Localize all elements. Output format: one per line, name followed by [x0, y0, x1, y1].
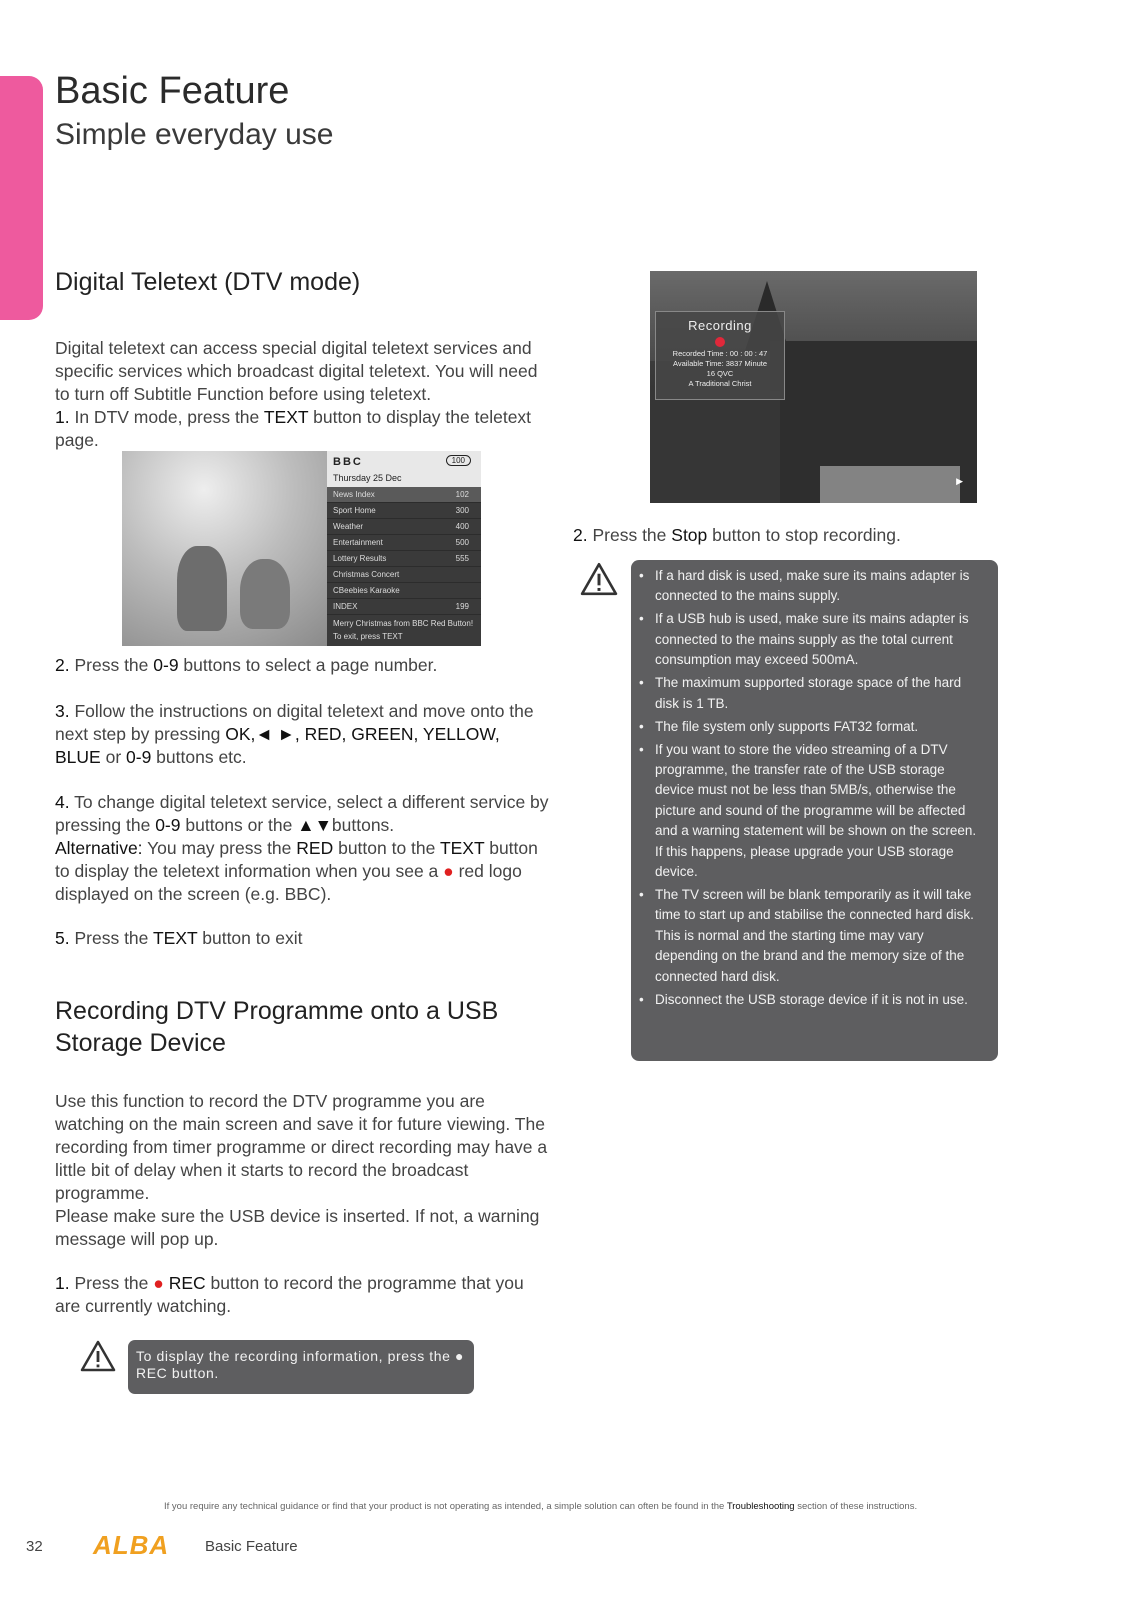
teletext-step-5: 5. Press the TEXT button to exit	[55, 928, 303, 948]
usb-note: • Disconnect the USB storage device if it is not in use.	[655, 990, 982, 1010]
footer-section-name: Basic Feature	[205, 1538, 298, 1555]
teletext-screenshot	[122, 451, 481, 646]
teletext-exit: To exit, press TEXT	[333, 632, 403, 641]
bbc-logo: BBC	[333, 456, 363, 468]
alba-logo: ALBA	[93, 1530, 170, 1560]
teletext-heading: Digital Teletext (DTV mode)	[55, 268, 361, 296]
channel: 16 QVC	[706, 369, 734, 378]
teletext-row: Weather 400	[327, 519, 481, 535]
teletext-row: Lottery Results 555	[327, 551, 481, 567]
teletext-row: Entertainment 500	[327, 535, 481, 551]
warning-icon	[580, 562, 618, 596]
section-tab	[0, 76, 43, 320]
footer-note: If you require any technical guidance or find that your product is not operating as intended, a simple solution can often be found in the Troubleshooting section of these instructions.	[164, 1501, 918, 1512]
teletext-row: INDEX 199	[327, 599, 481, 615]
recorded-time: Recorded Time : 00 : 00 : 47	[672, 349, 768, 358]
page-number: 32	[26, 1538, 43, 1555]
teletext-row: Sport Home 300	[327, 503, 481, 519]
recording-screenshot	[650, 271, 977, 503]
recording-heading: Recording DTV Programme onto a USB Storage Device	[55, 997, 499, 1057]
usb-note: • If a hard disk is used, make sure its mains adapter is connected to the mains supply.	[655, 566, 982, 607]
teletext-row: News Index 102	[327, 487, 481, 503]
troubleshooting-link: Troubleshooting	[726, 1501, 795, 1512]
teletext-step-2: 2. Press the 0-9 buttons to select a page number.	[55, 655, 438, 675]
teletext-row: CBeebies Karaoke	[327, 583, 481, 599]
recording-osd	[655, 311, 785, 400]
teletext-menu-panel	[327, 451, 481, 646]
page-subtitle: Simple everyday use	[55, 118, 334, 151]
usb-notes-box	[631, 560, 998, 1061]
recording-intro: Use this function to record the DTV programme you are watching on the main screen and save it for future viewing. The recording from timer programme or direct recording may have a little bit of delay when it starts to record the broadcast programme. Please make sure the USB device is inserted. If not, a warning message will pop up.	[55, 1091, 548, 1249]
teletext-intro: Digital teletext can access special digital teletext services and specific services which broadcast digital teletext. You will need to turn off Subtitle Function before using teletext. 1. In DTV mode, press the TEXT button to display the teletext page.	[55, 338, 538, 450]
warning-icon	[80, 1340, 116, 1372]
page-title: Basic Feature	[55, 70, 290, 112]
usb-note: • The file system only supports FAT32 format.	[655, 717, 982, 737]
play-icon: ▶	[956, 476, 963, 486]
recording-osd-title: Recording	[688, 318, 752, 333]
recording-info-note-text: To display the recording information, press the ● REC button.	[136, 1348, 465, 1381]
teletext-scene-image	[122, 451, 327, 646]
recording-step-2: 2. Press the Stop button to stop recording.	[573, 525, 901, 545]
recording-step-1: 1. Press the ● REC button to record the programme that you are currently watching.	[55, 1273, 524, 1316]
programme: A Traditional Christ	[688, 379, 752, 388]
recording-dot-icon	[715, 337, 725, 347]
usb-note: • If you want to store the video streaming of a DTV programme, the transfer rate of the USB storage device must not be less than 5MB/s, otherwise the picture and sound of the programme will be affected and a warning statement will be shown on the screen. If this happens, please upgrade your USB storage device.	[655, 740, 982, 883]
available-time: Available Time: 3837 Minute	[672, 359, 768, 368]
usb-note: • The maximum supported storage space of the hard disk is 1 TB.	[655, 673, 982, 714]
teletext-page-number: 100	[446, 455, 471, 466]
recording-info-note	[128, 1340, 474, 1394]
teletext-step-3: 3. Follow the instructions on digital teletext and move onto the next step by pressing OK,◄ ►, RED, GREEN, YELLOW, BLUE or 0-9 buttons etc.	[55, 701, 534, 767]
usb-note: • The TV screen will be blank temporarily as it will take time to start up and stabilise the connected hard disk. This is normal and the starting time may vary depending on the brand and the memory size of the connected hard disk.	[655, 885, 982, 987]
teletext-merry: Merry Christmas from BBC Red Button!	[333, 619, 474, 628]
teletext-row: Christmas Concert	[327, 567, 481, 583]
usb-note: • If a USB hub is used, make sure its mains adapter is connected to the mains supply as the total current consumption may exceed 500mA.	[655, 609, 982, 670]
teletext-date: Thursday 25 Dec	[333, 473, 402, 483]
teletext-step-4: 4. To change digital teletext service, select a different service by pressing the 0-9 buttons or the ▲▼buttons. Alternative: You may press the RED button to the TEXT button to display the teletext information when you see a ● red logo displayed on the screen (e.g. BBC).	[55, 792, 549, 904]
